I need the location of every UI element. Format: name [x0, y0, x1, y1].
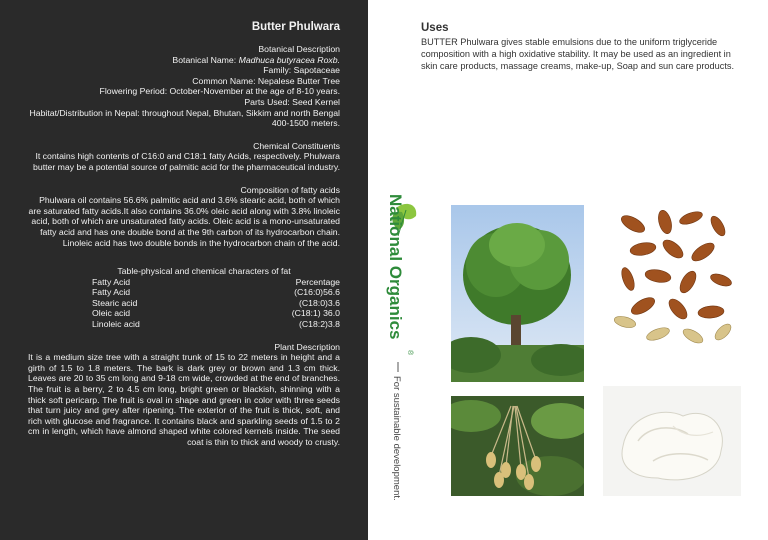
uses-section	[421, 22, 741, 72]
composition-heading: Composition of fatty acids	[240, 184, 340, 195]
butter-photo	[603, 386, 741, 496]
botanical-name-label: Botanical Name:	[172, 54, 239, 65]
chemical-section	[28, 141, 340, 173]
table-cell: Linoleic acid	[92, 319, 140, 330]
seeds-photo	[603, 204, 741, 354]
table-cell: (C18:1) 36.0	[291, 308, 340, 319]
product-title: Butter Phulwara	[251, 21, 340, 33]
brand-tagline: For sustainable development.	[391, 376, 402, 501]
habitat-line: Habitat/Distribution in Nepal: throughout Nepal, Bhutan, Sikkim and north Bengal 400-1500 meters.	[29, 107, 340, 129]
table-cell: Stearic acid	[92, 297, 138, 308]
table-cell: (C18:2)3.8	[298, 319, 340, 330]
trademark-symbol: ®	[406, 350, 413, 356]
brand-logo-graphic	[372, 190, 422, 505]
composition-section	[28, 185, 340, 249]
brand-logo	[372, 190, 422, 505]
uses-heading: Uses	[421, 22, 449, 34]
common-name-line: Common Name: Nepalese Butter Tree	[192, 75, 340, 86]
family-line: Family: Sapotaceae	[263, 65, 340, 76]
table-header-cell: Percentage	[295, 276, 340, 287]
brand-name: National Organics	[386, 194, 405, 340]
plant-heading: Plant Description	[274, 341, 340, 352]
fruit-cluster-photo	[451, 396, 584, 496]
chemical-text: It contains high contents of C16:0 and C18:1 fatty Acids, respectively. Phulwara butter may be a potential source of palmitic acid for the pharmaceutical industry.	[33, 151, 340, 172]
parts-used-line: Parts Used: Seed Kernel	[244, 96, 340, 107]
table-cell: Oleic acid	[92, 308, 131, 319]
plant-section	[28, 342, 340, 448]
table-cell: (C16:0)56.6	[294, 287, 340, 298]
fat-table	[70, 277, 340, 330]
description-panel	[0, 0, 368, 540]
botanical-section	[28, 44, 340, 129]
table-cell: Fatty Acid	[92, 287, 131, 298]
fat-table-section	[28, 266, 340, 330]
botanical-name-line	[28, 55, 340, 66]
table-header-cell: Fatty Acid	[92, 276, 131, 287]
table-row	[70, 298, 340, 309]
table-title: Table-physical and chemical characters of fat	[117, 266, 291, 277]
table-cell: (C18:0)3.6	[298, 297, 340, 308]
flowering-line: Flowering Period: October-November at the age of 8-10 years.	[99, 86, 340, 97]
uses-text: BUTTER Phulwara gives stable emulsions due to the uniform triglyceride composition with a high oxidative stability. It may be used as an ingredient in skin care products, massage creams, make-up, Soap and sun care products.	[421, 37, 735, 71]
table-row	[70, 308, 340, 319]
table-row	[70, 287, 340, 298]
tree-photo	[451, 205, 584, 382]
table-header-row	[70, 277, 340, 288]
plant-text: It is a medium size tree with a straight trunk of 15 to 22 meters in height and a girth of 1.5 to 1.8 meters. The bark is dark grey or brown and 1.3 cm thick. Leaves are 20 to 35 cm long and 9-18 cm wide, crowded at the end of branches. The fruit is a berry, 2 to 4.5 cm long, bright green or blackish, shinning with a thick soft pericarp. The fruit is oval in shape and green in color with three seeds that turn juicy and grey after ripening. The exterior of the fruit is thick, soft, and rich with glucose and fragrance. It contains black and sparkling seeds of 1.5 to 2 cm in length, which have almond shaped white colored kernels inside. The seed coat is thin to thick and woody to crusty.	[28, 352, 340, 447]
botanical-heading: Botanical Description	[258, 44, 340, 54]
composition-text: Phulwara oil contains 56.6% palmitic acid and 3.6% stearic acid, both of which are saturated fatty acids.It also contains 36.0% oleic acid along with 3.8% linoleic acid, both of which are unsaturated fatty acids. Oleic acid is a mono-unsaturated fatty acid and has one double bond at the 9th carbon of its hydrocarbon chain. Linoleic acid has two double bonds in the hydrocarbon chain of the acid.	[28, 195, 340, 248]
table-row	[70, 319, 340, 330]
botanical-name-value: Madhuca butyracea Roxb.	[238, 54, 340, 65]
chemical-heading: Chemical Constituents	[253, 140, 340, 151]
